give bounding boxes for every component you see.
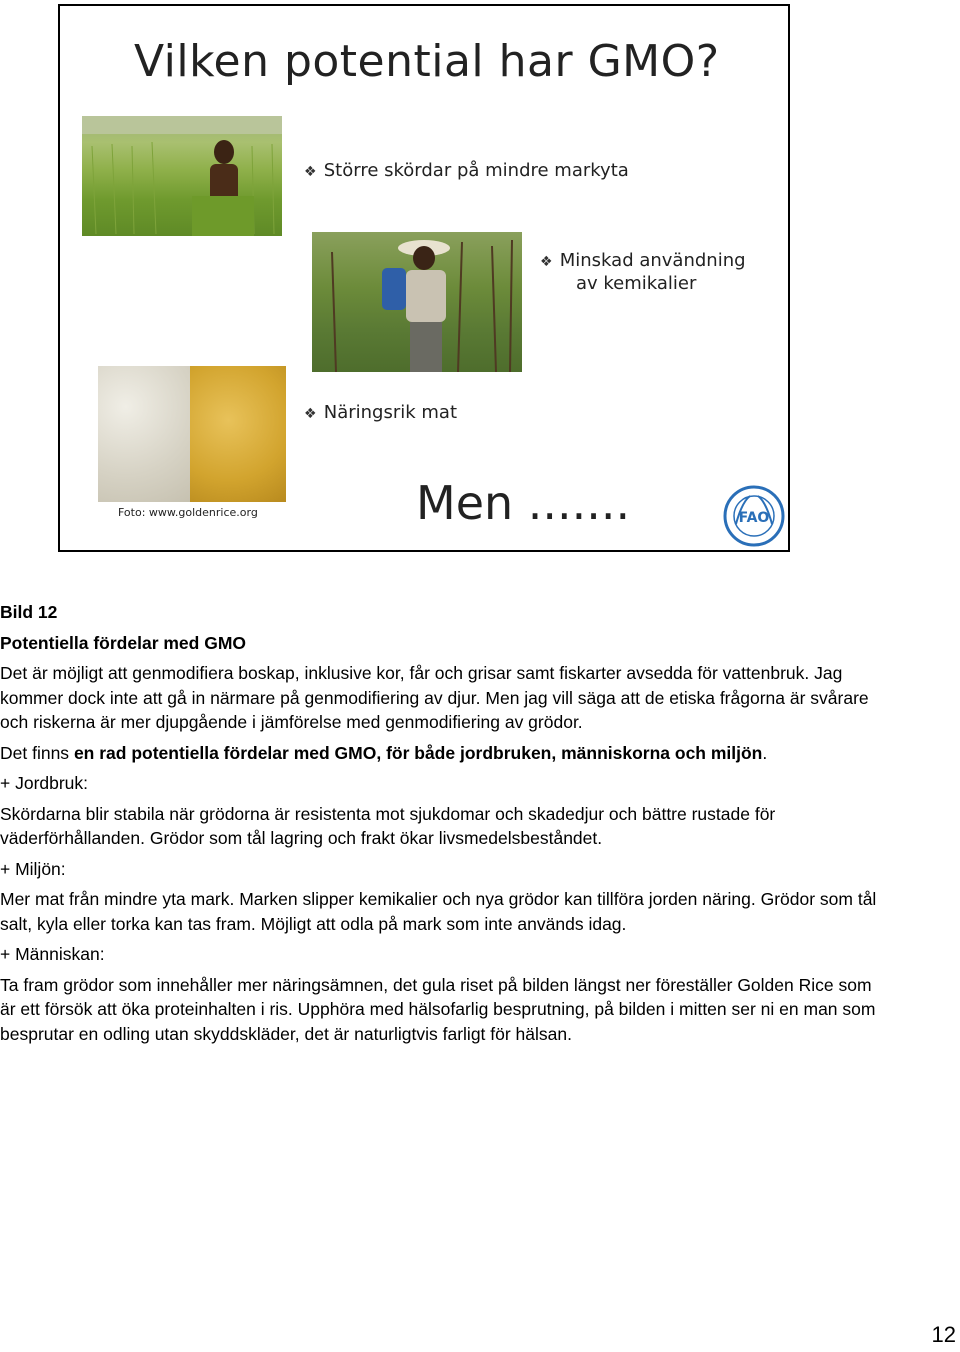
diamond-bullet-icon: ❖: [304, 164, 317, 180]
golden-rice-photo: [190, 366, 286, 502]
bullet-larger-harvests: [304, 160, 629, 183]
bullet-text: Näringsrik mat: [323, 402, 458, 423]
bullet-text: Större skördar på mindre markyta: [323, 160, 629, 181]
benefits-bold: en rad potentiella fördelar med GMO, för både jordbruken, människorna och miljön: [73, 742, 763, 763]
subheading: Potentiella fördelar med GMO: [0, 632, 247, 653]
body-text: [0, 600, 880, 1046]
closing-text: Men .......: [416, 476, 631, 530]
diamond-bullet-icon: ❖: [540, 254, 553, 270]
page-number: 12: [931, 1322, 956, 1347]
white-rice-photo: [98, 366, 190, 502]
paragraph-benefits: [0, 741, 880, 766]
bullet-nutritious-food: [304, 402, 457, 425]
benefits-suffix: .: [762, 742, 768, 763]
bullet-text-line2: av kemikalier: [576, 273, 697, 294]
bullet-reduced-chemicals: [540, 250, 746, 295]
slide-image: [58, 4, 790, 552]
paragraph-intro: Det är möjligt att genmodifiera boskap, inklusive kor, får och grisar samt fiskarter avsedda för vattenbruk. Jag kommer dock inte att gå in närmare på genmodifiering av djur. Men jag vill säga att de etiska frågorna är svårare och riskerna är mer djupgående i jämförelse med genmodifiering av grödor.: [0, 663, 869, 732]
fao-logo-text: FAO: [738, 510, 770, 526]
heading-bild: Bild 12: [0, 602, 58, 622]
section-text-miljon: Mer mat från mindre yta mark. Marken slipper kemikalier och nya grödor kan tillföra jorden näring. Grödor som tål salt, kyla eller torka kan tas fram. Möjligt att odla på mark som inte används idag.: [0, 889, 877, 934]
section-label-jordbruk: + Jordbruk:: [0, 773, 89, 793]
section-text-manniskan: Ta fram grödor som innehåller mer näringsämnen, det gula riset på bilden längst ner föreställer Golden Rice som är ett försök att öka proteinhalten i ris. Upphöra med hälsofarlig besprutning, på bilden i mitten ser ni en man som besprutar en odling utan skyddskläder, det är naturligtvis farligt för hälsan.: [0, 974, 876, 1044]
diamond-bullet-icon: ❖: [304, 406, 317, 422]
section-text-jordbruk: Skördarna blir stabila när grödorna är resistenta mot sjukdomar och skadedjur och bättre rustade för väderförhållanden. Grödor som tål lagring och frakt ökar livsmedelsbeståndet.: [0, 803, 776, 848]
section-label-miljon: + Miljön:: [0, 858, 66, 879]
photo-credit: Foto: www.goldenrice.org: [118, 506, 258, 519]
bullet-text-line1: Minskad användning: [559, 250, 746, 271]
farmer-spraying-photo: [312, 232, 522, 372]
fao-logo-icon: [722, 484, 786, 548]
section-label-manniskan: + Människan:: [0, 944, 105, 964]
slide-title: Vilken potential har GMO?: [134, 36, 720, 87]
rice-field-photo: [82, 116, 282, 236]
benefits-prefix: Det finns: [0, 742, 74, 763]
